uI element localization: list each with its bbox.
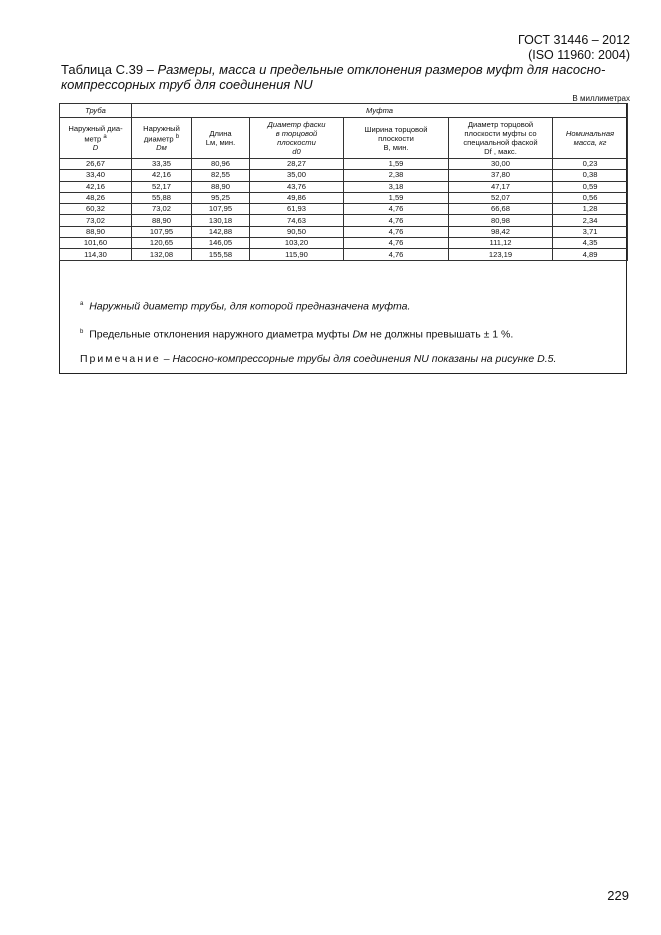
table-row: 33,40 42,16 82,55 35,00 2,38 37,80 0,38 — [60, 170, 628, 181]
col-face-diameter-header: Диаметр торцовой плоскости муфты со специальной фаской Df , макс. — [449, 118, 553, 159]
table-row: 60,32 73,02 107,95 61,93 4,76 66,68 1,28 — [60, 204, 628, 215]
table-row: 42,16 52,17 88,90 43,76 3,18 47,17 0,59 — [60, 181, 628, 192]
caption-prefix: Таблица С.39 – — [61, 62, 158, 77]
dimensions-table — [59, 103, 628, 261]
col-chamfer-diameter-header: Диаметр фаски в торцовой плоскости d0 — [250, 118, 344, 159]
table-row: 73,02 88,90 130,18 74,63 4,76 80,98 2,34 — [60, 215, 628, 226]
group-pipe-header: Труба — [60, 104, 132, 118]
standard-iso-ref: (ISO 11960: 2004) — [528, 48, 630, 62]
table-remark: Примечание – Насосно-компрессорные трубы для соединения NU показаны на рисунке D.5. — [80, 353, 557, 365]
group-header-row — [60, 104, 628, 118]
standard-number: ГОСТ 31446 – 2012 — [518, 33, 630, 47]
table-row: 114,30 132,08 155,58 115,90 4,76 123,19 4,89 — [60, 249, 628, 260]
table-caption — [61, 62, 621, 92]
col-coupling-diameter-header: Наружный диаметр $^b$ Dм — [132, 118, 192, 159]
footnote-b: $^b$ Предельные отклонения наружного диаметра муфты Dм не должны превышать ± 1 %. — [80, 328, 514, 340]
table-row: 101,60 120,65 146,05 103,20 4,76 111,12 4,35 — [60, 238, 628, 249]
footnote-a: $^a$ Наружный диаметр трубы, для которой предназначена муфта. — [80, 300, 411, 313]
col-length-header: Длина Lм, мин. — [192, 118, 250, 159]
page-number: 229 — [607, 888, 629, 903]
units-label: В миллиметрах — [572, 94, 630, 103]
column-header-row — [60, 118, 628, 159]
col-pipe-diameter-header: Наружный диа- метр $^a$ D — [60, 118, 132, 159]
col-face-width-header: Ширина торцовой плоскости В, мин. — [344, 118, 449, 159]
group-coupling-header: Муфта — [132, 104, 628, 118]
table-row: 26,67 33,35 80,96 28,27 1,59 30,00 0,23 — [60, 159, 628, 170]
table-row: 88,90 107,95 142,88 90,50 4,76 98,42 3,71 — [60, 226, 628, 237]
caption-title: Размеры, масса и предельные отклонения размеров муфт для насосно-компрессорных труб для соединения NU — [61, 62, 606, 92]
table-row: 48,26 55,88 95,25 49,86 1,59 52,07 0,56 — [60, 192, 628, 203]
document-header — [518, 33, 630, 63]
col-mass-header: Номинальная масса, кг — [553, 118, 628, 159]
table-notes — [80, 298, 620, 378]
